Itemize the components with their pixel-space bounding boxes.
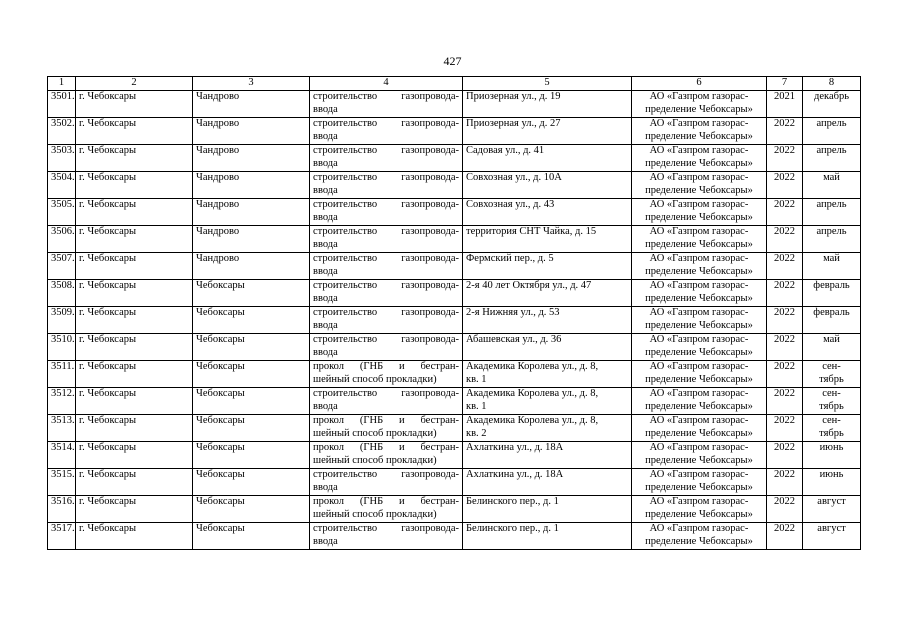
address-cell-line: территория СНТ Чайка, д. 15 [466,226,597,237]
month-cell-line: тябрь [819,400,844,412]
table-row [48,496,861,523]
city-cell: г. Чебоксары [76,442,193,469]
work-type-cell-line: прокол (ГНБ и бестран- [313,496,459,507]
table-row [48,280,861,307]
locality-cell: Чандрово [193,199,310,226]
month-cell-line: апрель [816,199,847,210]
year-cell: 2022 [767,145,803,172]
address-cell [463,118,632,145]
month-cell [803,442,861,469]
month-cell [803,226,861,253]
address-cell-line: 2-я 40 лет Октября ул., д. 47 [466,280,592,291]
organization-cell-line: пределение Чебоксары» [645,373,753,385]
work-type-cell [310,118,463,145]
city-cell: г. Чебоксары [76,388,193,415]
organization-cell-line: пределение Чебоксары» [645,130,753,142]
month-cell-line: май [823,253,840,264]
work-type-cell [310,280,463,307]
city-cell: г. Чебоксары [76,307,193,334]
locality-cell: Чандрово [193,91,310,118]
month-cell [803,118,861,145]
work-type-cell-line: строительство газопровода- [313,226,459,237]
month-cell [803,334,861,361]
organization-cell-line: АО «Газпром газорас- [649,253,749,264]
month-cell [803,415,861,442]
year-cell: 2022 [767,361,803,388]
city-cell: г. Чебоксары [76,415,193,442]
address-cell [463,253,632,280]
organization-cell-line: пределение Чебоксары» [645,238,753,250]
year-cell: 2022 [767,118,803,145]
work-type-cell-line: ввода [313,319,338,331]
month-cell-line: май [823,334,840,345]
month-cell-line: июнь [819,442,844,453]
organization-cell-line: АО «Газпром газорас- [649,469,749,480]
table-row [48,145,861,172]
work-type-cell-line: шейный способ прокладки) [313,427,437,439]
table-row [48,415,861,442]
city-cell: г. Чебоксары [76,91,193,118]
organization-cell [632,253,767,280]
locality-cell: Чебоксары [193,523,310,550]
month-cell [803,496,861,523]
city-cell: г. Чебоксары [76,145,193,172]
city-cell: г. Чебоксары [76,523,193,550]
organization-cell-line: пределение Чебоксары» [645,184,753,196]
table-row [48,307,861,334]
month-cell [803,388,861,415]
address-cell-line: Абашевская ул., д. 36 [466,334,562,345]
locality-cell: Чандрово [193,226,310,253]
year-cell: 2022 [767,388,803,415]
row-number: 3513. [48,415,76,442]
address-cell [463,145,632,172]
work-type-cell-line: строительство газопровода- [313,145,459,156]
organization-cell [632,307,767,334]
row-number: 3503. [48,145,76,172]
organization-cell [632,415,767,442]
locality-cell: Чебоксары [193,469,310,496]
organization-cell [632,172,767,199]
table-row [48,442,861,469]
table-row [48,523,861,550]
month-cell-line: февраль [813,307,850,318]
address-cell-line: Приозерная ул., д. 19 [466,91,561,102]
organization-cell-line: пределение Чебоксары» [645,508,753,520]
header-cell-2: 2 [76,77,193,91]
address-cell [463,496,632,523]
month-cell [803,469,861,496]
organization-cell-line: АО «Газпром газорас- [649,415,749,426]
organization-cell-line: АО «Газпром газорас- [649,361,749,372]
city-cell: г. Чебоксары [76,253,193,280]
header-cell-7: 7 [767,77,803,91]
month-cell [803,91,861,118]
work-type-cell-line: ввода [313,103,338,115]
work-type-cell [310,523,463,550]
organization-cell-line: АО «Газпром газорас- [649,307,749,318]
month-cell-line: апрель [816,145,847,156]
work-type-cell [310,415,463,442]
month-cell-line: сен- [822,388,841,399]
work-type-cell [310,334,463,361]
work-type-cell [310,469,463,496]
work-type-cell-line: ввода [313,265,338,277]
locality-cell: Чебоксары [193,415,310,442]
work-type-cell [310,307,463,334]
work-type-cell-line: ввода [313,130,338,142]
work-type-cell [310,442,463,469]
locality-cell: Чебоксары [193,361,310,388]
table-row [48,118,861,145]
work-type-cell-line: строительство газопровода- [313,91,459,102]
work-type-cell-line: ввода [313,292,338,304]
organization-cell [632,388,767,415]
address-cell [463,91,632,118]
month-cell [803,145,861,172]
organization-cell [632,496,767,523]
month-cell [803,361,861,388]
work-type-cell-line: прокол (ГНБ и бестран- [313,415,459,426]
year-cell: 2022 [767,496,803,523]
table-row [48,388,861,415]
row-number: 3501. [48,91,76,118]
work-type-cell-line: ввода [313,346,338,358]
header-cell-3: 3 [193,77,310,91]
row-number: 3515. [48,469,76,496]
work-type-cell-line: шейный способ прокладки) [313,508,437,520]
organization-cell-line: АО «Газпром газорас- [649,523,749,534]
work-type-cell-line: строительство газопровода- [313,280,459,291]
work-type-cell-line: шейный способ прокладки) [313,373,437,385]
address-cell [463,469,632,496]
organization-cell-line: АО «Газпром газорас- [649,199,749,210]
work-type-cell [310,496,463,523]
organization-cell-line: пределение Чебоксары» [645,427,753,439]
work-type-cell-line: ввода [313,157,338,169]
organization-cell [632,199,767,226]
table-row [48,199,861,226]
organization-cell-line: АО «Газпром газорас- [649,118,749,129]
organization-cell-line: пределение Чебоксары» [645,400,753,412]
row-number: 3502. [48,118,76,145]
year-cell: 2021 [767,91,803,118]
address-cell [463,199,632,226]
year-cell: 2022 [767,334,803,361]
organization-cell-line: АО «Газпром газорас- [649,280,749,291]
locality-cell: Чебоксары [193,280,310,307]
city-cell: г. Чебоксары [76,496,193,523]
locality-cell: Чебоксары [193,496,310,523]
organization-cell-line: АО «Газпром газорас- [649,91,749,102]
month-cell-line: апрель [816,226,847,237]
organization-cell [632,280,767,307]
organization-cell [632,334,767,361]
month-cell-line: декабрь [814,91,849,102]
address-cell-line: Белинского пер., д. 1 [466,496,559,507]
header-cell-8: 8 [803,77,861,91]
table-row [48,91,861,118]
page-number: 427 [443,54,462,68]
work-type-cell-line: строительство газопровода- [313,334,459,345]
organization-cell [632,469,767,496]
month-cell-line: тябрь [819,427,844,439]
year-cell: 2022 [767,253,803,280]
organization-cell [632,361,767,388]
address-cell-line: Садовая ул., д. 41 [466,145,545,156]
table-row [48,361,861,388]
year-cell: 2022 [767,280,803,307]
organization-cell-line: пределение Чебоксары» [645,319,753,331]
organization-cell [632,226,767,253]
row-number: 3506. [48,226,76,253]
work-type-cell-line: ввода [313,211,338,223]
organization-cell [632,91,767,118]
locality-cell: Чандрово [193,172,310,199]
table-row [48,253,861,280]
month-cell [803,307,861,334]
organization-cell-line: АО «Газпром газорас- [649,496,749,507]
gas-works-table [47,76,861,550]
organization-cell [632,442,767,469]
header-cell-5: 5 [463,77,632,91]
month-cell-line: август [817,523,846,534]
work-type-cell-line: строительство газопровода- [313,388,459,399]
organization-cell [632,145,767,172]
address-cell [463,307,632,334]
organization-cell-line: пределение Чебоксары» [645,211,753,223]
address-cell-line: кв. 1 [466,373,487,385]
organization-cell-line: АО «Газпром газорас- [649,442,749,453]
address-cell-line: Совхозная ул., д. 43 [466,199,555,210]
row-number: 3509. [48,307,76,334]
header-row [48,77,861,91]
row-number: 3505. [48,199,76,226]
work-type-cell [310,145,463,172]
work-type-cell [310,91,463,118]
address-cell-line: Ахлаткина ул., д. 18А [466,469,564,480]
locality-cell: Чандрово [193,253,310,280]
year-cell: 2022 [767,307,803,334]
work-type-cell [310,388,463,415]
header-cell-4: 4 [310,77,463,91]
address-cell [463,280,632,307]
month-cell-line: август [817,496,846,507]
organization-cell-line: АО «Газпром газорас- [649,388,749,399]
address-cell [463,388,632,415]
address-cell [463,226,632,253]
organization-cell-line: пределение Чебоксары» [645,265,753,277]
month-cell-line: апрель [816,118,847,129]
address-cell-line: Белинского пер., д. 1 [466,523,559,534]
city-cell: г. Чебоксары [76,172,193,199]
address-cell [463,361,632,388]
address-cell-line: Приозерная ул., д. 27 [466,118,561,129]
locality-cell: Чебоксары [193,307,310,334]
city-cell: г. Чебоксары [76,361,193,388]
month-cell-line: сен- [822,361,841,372]
table-row [48,172,861,199]
work-type-cell-line: строительство газопровода- [313,253,459,264]
city-cell: г. Чебоксары [76,469,193,496]
address-cell-line: кв. 1 [466,400,487,412]
header-cell-6: 6 [632,77,767,91]
organization-cell-line: пределение Чебоксары» [645,292,753,304]
month-cell [803,253,861,280]
address-cell-line: Академика Королева ул., д. 8, [466,415,599,426]
address-cell [463,442,632,469]
city-cell: г. Чебоксары [76,226,193,253]
city-cell: г. Чебоксары [76,118,193,145]
year-cell: 2022 [767,469,803,496]
month-cell-line: июнь [819,469,844,480]
organization-cell-line: пределение Чебоксары» [645,481,753,493]
month-cell-line: февраль [813,280,850,291]
row-number: 3517. [48,523,76,550]
work-type-cell-line: ввода [313,481,338,493]
address-cell [463,334,632,361]
organization-cell [632,118,767,145]
row-number: 3510. [48,334,76,361]
locality-cell: Чандрово [193,145,310,172]
month-cell-line: май [823,172,840,183]
organization-cell-line: пределение Чебоксары» [645,157,753,169]
header-cell-1: 1 [48,77,76,91]
work-type-cell [310,253,463,280]
work-type-cell [310,199,463,226]
month-cell [803,199,861,226]
row-number: 3507. [48,253,76,280]
work-type-cell-line: ввода [313,184,338,196]
organization-cell-line: пределение Чебоксары» [645,103,753,115]
work-type-cell [310,226,463,253]
organization-cell-line: пределение Чебоксары» [645,535,753,547]
work-type-cell [310,172,463,199]
work-type-cell-line: строительство газопровода- [313,199,459,210]
work-type-cell-line: ввода [313,535,338,547]
locality-cell: Чебоксары [193,334,310,361]
work-type-cell-line: ввода [313,238,338,250]
work-type-cell-line: строительство газопровода- [313,172,459,183]
work-type-cell-line: прокол (ГНБ и бестран- [313,442,459,453]
year-cell: 2022 [767,199,803,226]
city-cell: г. Чебоксары [76,199,193,226]
city-cell: г. Чебоксары [76,280,193,307]
address-cell-line: Ахлаткина ул., д. 18А [466,442,564,453]
table-row [48,226,861,253]
row-number: 3508. [48,280,76,307]
organization-cell-line: пределение Чебоксары» [645,346,753,358]
organization-cell-line: АО «Газпром газорас- [649,334,749,345]
locality-cell: Чандрово [193,118,310,145]
address-cell-line: Фермский пер., д. 5 [466,253,554,264]
row-number: 3514. [48,442,76,469]
address-cell [463,415,632,442]
table-row [48,469,861,496]
work-type-cell-line: строительство газопровода- [313,307,459,318]
table-row [48,334,861,361]
locality-cell: Чебоксары [193,442,310,469]
work-type-cell-line: шейный способ прокладки) [313,454,437,466]
work-type-cell [310,361,463,388]
organization-cell-line: АО «Газпром газорас- [649,226,749,237]
work-type-cell-line: строительство газопровода- [313,523,459,534]
month-cell [803,523,861,550]
row-number: 3511. [48,361,76,388]
work-type-cell-line: прокол (ГНБ и бестран- [313,361,459,372]
year-cell: 2022 [767,172,803,199]
year-cell: 2022 [767,415,803,442]
year-cell: 2022 [767,226,803,253]
month-cell [803,172,861,199]
locality-cell: Чебоксары [193,388,310,415]
work-type-cell-line: строительство газопровода- [313,469,459,480]
address-cell-line: Академика Королева ул., д. 8, [466,388,599,399]
address-cell-line: Академика Королева ул., д. 8, [466,361,599,372]
row-number: 3512. [48,388,76,415]
work-type-cell-line: строительство газопровода- [313,118,459,129]
organization-cell-line: пределение Чебоксары» [645,454,753,466]
address-cell [463,172,632,199]
address-cell-line: кв. 2 [466,427,487,439]
address-cell [463,523,632,550]
month-cell-line: сен- [822,415,841,426]
month-cell [803,280,861,307]
address-cell-line: 2-я Нижняя ул., д. 53 [466,307,560,318]
organization-cell-line: АО «Газпром газорас- [649,172,749,183]
year-cell: 2022 [767,442,803,469]
organization-cell [632,523,767,550]
city-cell: г. Чебоксары [76,334,193,361]
address-cell-line: Совхозная ул., д. 10А [466,172,562,183]
work-type-cell-line: ввода [313,400,338,412]
row-number: 3516. [48,496,76,523]
year-cell: 2022 [767,523,803,550]
month-cell-line: тябрь [819,373,844,385]
row-number: 3504. [48,172,76,199]
organization-cell-line: АО «Газпром газорас- [649,145,749,156]
